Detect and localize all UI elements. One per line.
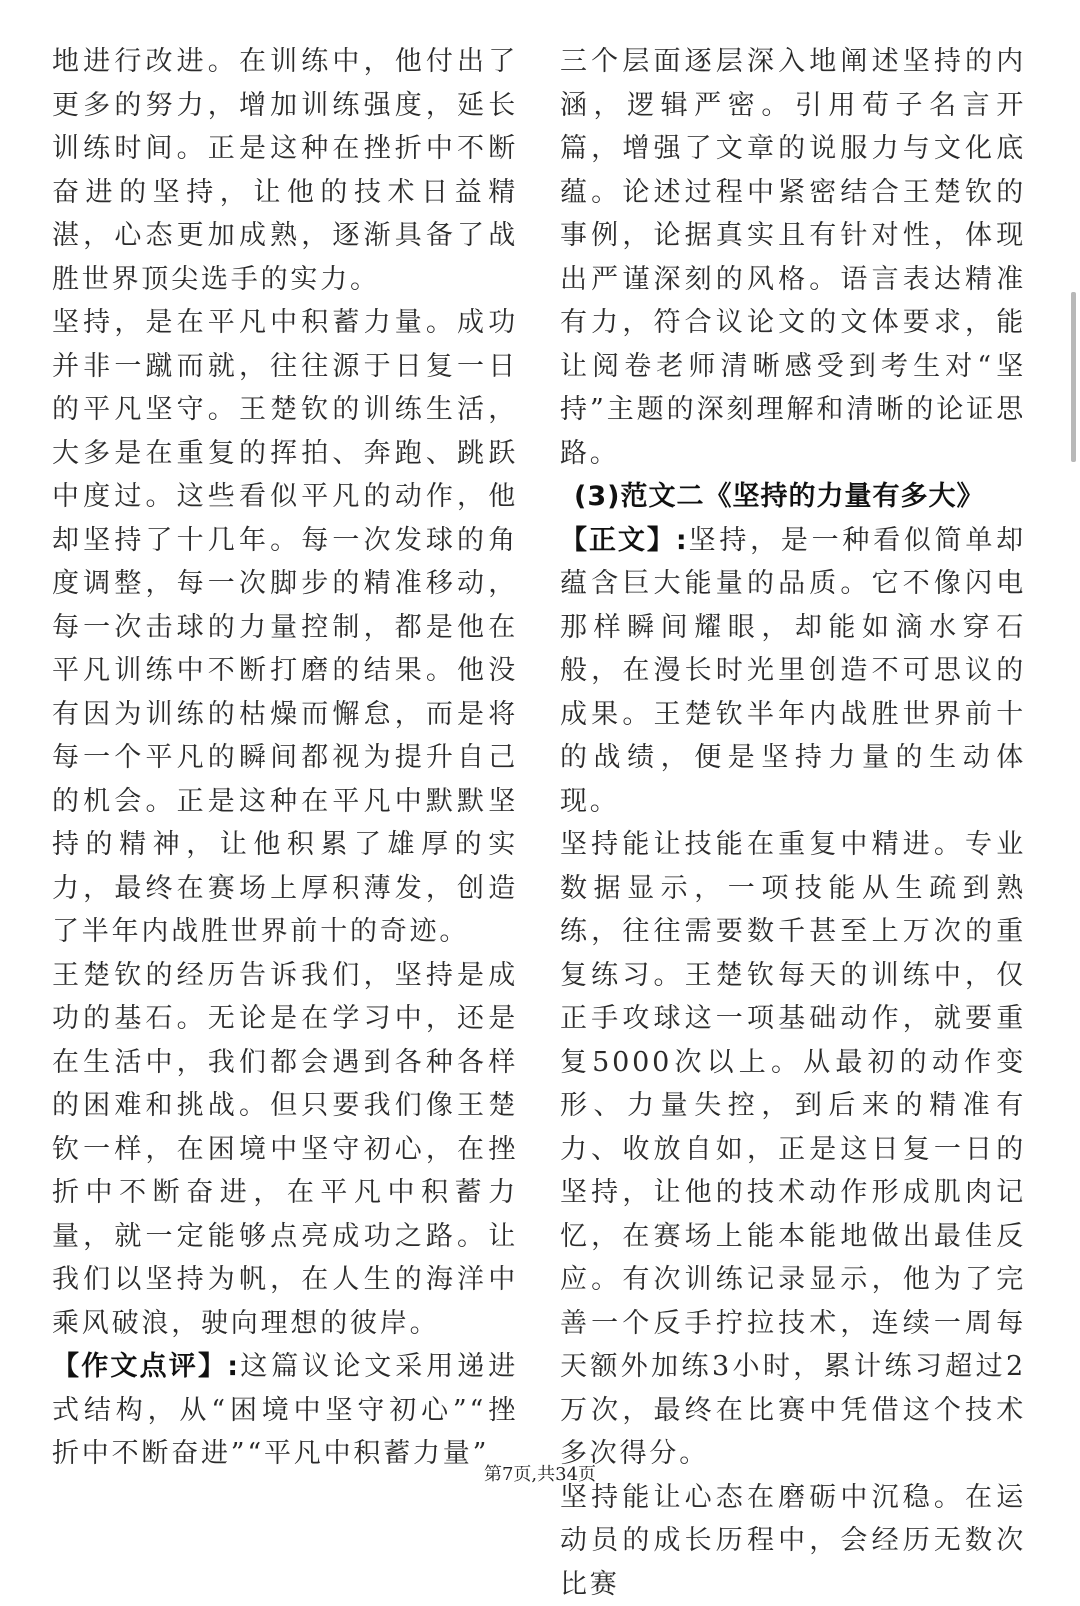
paragraph: 三个层面逐层深入地阐述坚持的内涵，逻辑严密。引用荀子名言开篇，增强了文章的说服力与文化底蕴。论述过程中紧密结合王楚钦的事例，论据真实且有针对性，体现出严谨深刻的风格。语言表达精准有力，符合议论文的文体要求，能让阅卷老师清晰感受到考生对“坚持”主题的深刻理解和清晰的论证思路。 [560,40,1026,475]
paragraph: 坚持能让技能在重复中精进。专业数据显示，一项技能从生疏到熟练，往往需要数千甚至上万次的重复练习。王楚钦每天的训练中，仅正手攻球这一项基础动作，就要重复5000次以上。从最初的动作变形、力量失控，到后来的精准有力、收放自如，正是这日复一日的坚持，让他的技术动作形成肌肉记忆，在赛场上能本能地做出最佳反应。有次训练记录显示，他为了完善一个反手拧拉技术，连续一周每天额外加练3小时，累计练习超过2万次，最终在比赛中凭借这个技术多次得分。 [560,823,1026,1476]
paragraph: 坚持能让心态在磨砺中沉稳。在运动员的成长历程中，会经历无数次比赛 [560,1476,1026,1606]
paragraph: 王楚钦的经历告诉我们，坚持是成功的基石。无论是在学习中，还是在生活中，我们都会遇到各种各样的困难和挑战。但只要我们像王楚钦一样，在困境中坚守初心，在挫折中不断奋进，在平凡中积蓄力量，就一定能够点亮成功之路。让我们以坚持为帆，在人生的海洋中乘风破浪，驶向理想的彼岸。 [52,954,518,1346]
paragraph: 地进行改进。在训练中，他付出了更多的努力，增加训练强度，延长训练时间。正是这种在挫折中不断奋进的坚持，让他的技术日益精湛，心态更加成熟，逐渐具备了战胜世界顶尖选手的实力。 [52,40,518,301]
scrollbar-thumb[interactable] [1071,292,1076,462]
page-number: 第7页,共34页 [0,1460,1080,1486]
essay-comment-paragraph [52,1345,518,1476]
section-heading: (3)范文二《坚持的力量有多大》 [560,475,1026,519]
essay-comment-label: 【作文点评】: [52,1351,239,1382]
left-column [52,40,518,1476]
body-paragraph [560,519,1026,824]
essay-comment-text: 这篇议论文采用递进式结构，从“困境中坚守初心”“挫折中不断奋进”“平凡中积蓄力量” [52,1351,518,1469]
body-label: 【正文】: [560,525,688,556]
body-text: 坚持，是一种看似简单却蕴含巨大能量的品质。它不像闪电那样瞬间耀眼，却能如滴水穿石般，在漫长时光里创造不可思议的成果。王楚钦半年内战胜世界前十的战绩，便是坚持力量的生动体现。 [560,525,1026,817]
right-column [560,40,1026,1606]
paragraph: 坚持，是在平凡中积蓄力量。成功并非一蹴而就，往往源于日复一日的平凡坚守。王楚钦的训练生活，大多是在重复的挥拍、奔跑、跳跃中度过。这些看似平凡的动作，他却坚持了十几年。每一次发球的角度调整，每一次脚步的精准移动，每一次击球的力量控制，都是他在平凡训练中不断打磨的结果。他没有因为训练的枯燥而懈怠，而是将每一个平凡的瞬间都视为提升自己的机会。正是这种在平凡中默默坚持的精神，让他积累了雄厚的实力，最终在赛场上厚积薄发，创造了半年内战胜世界前十的奇迹。 [52,301,518,954]
